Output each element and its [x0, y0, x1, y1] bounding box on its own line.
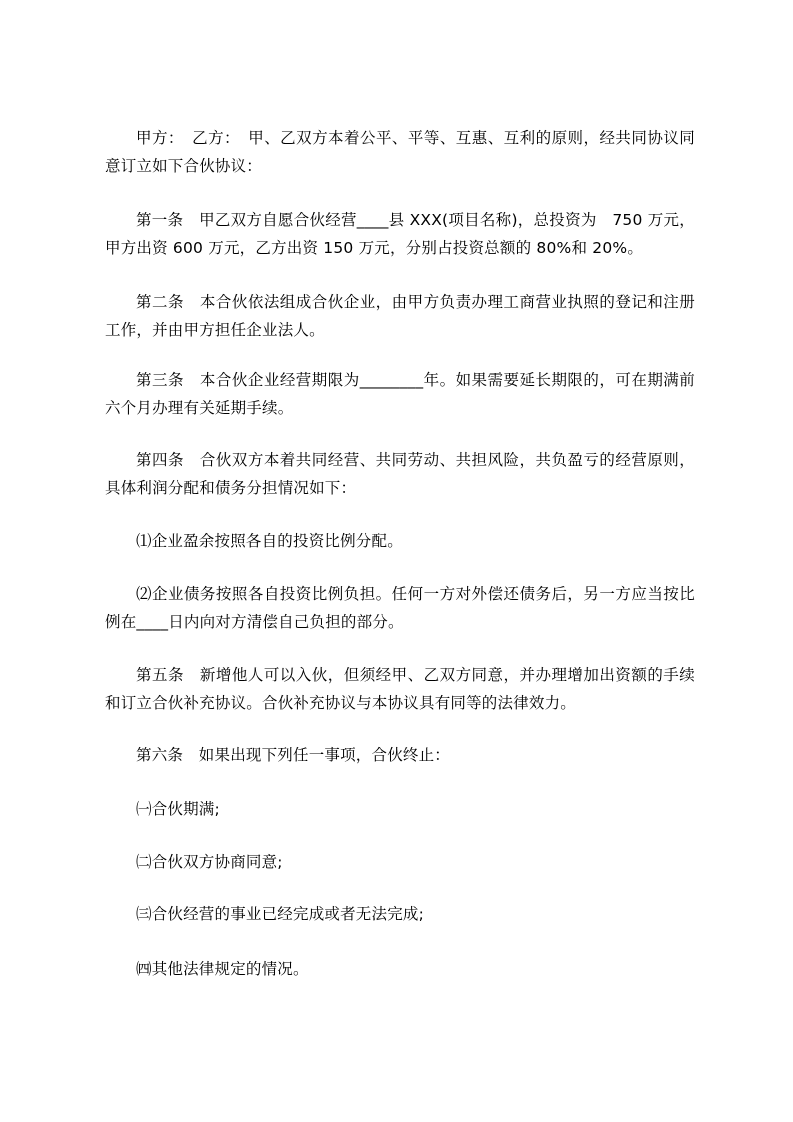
- article-6-item-4: ㈣其他法律规定的情况。: [136, 960, 309, 978]
- article-4-item-1: ⑴企业盈余按照各自的投资比例分配。: [136, 532, 403, 550]
- article-6-item-2: ㈡合伙双方协商同意;: [136, 853, 283, 871]
- preamble-paragraph: 甲方： 乙方： 甲、乙双方本着公平、平等、互惠、互利的原则，经共同协议同意订立如下合伙协议：: [105, 129, 695, 175]
- article-4-paragraph: 第四条 合伙双方本着共同经营、共同劳动、共担风险，共负盈亏的经营原则，具体利润分配和债务分担情况如下：: [105, 451, 695, 497]
- article-3-paragraph: 第三条 本合伙企业经营期限为________年。如果需要延长期限的，可在期满前六个月办理有关延期手续。: [105, 371, 695, 417]
- article-6-paragraph: 第六条 如果出现下列任一事项，合伙终止：: [136, 746, 451, 764]
- article-5-paragraph: 第五条 新增他人可以入伙，但须经甲、乙双方同意，并办理增加出资额的手续和订立合伙补充协议。合伙补充协议与本协议具有同等的法律效力。: [105, 666, 695, 712]
- article-6-item-1: ㈠合伙期满;: [136, 800, 220, 818]
- article-2-paragraph: 第二条 本合伙依法组成合伙企业，由甲方负责办理工商营业执照的登记和注册工作，并由甲方担任企业法人。: [105, 293, 695, 339]
- article-1-paragraph: 第一条 甲乙双方自愿合伙经营____县 XXX(项目名称)，总投资为 750 万元，甲方出资 600 万元，乙方出资 150 万元，分别占投资总额的 80%和 20%。: [105, 211, 695, 257]
- article-6-item-3: ㈢合伙经营的事业已经完成或者无法完成;: [136, 905, 425, 923]
- article-4-item-2: ⑵企业债务按照各自投资比例负担。任何一方对外偿还债务后，另一方应当按比例在____日内向对方清偿自己负担的部分。: [105, 585, 695, 631]
